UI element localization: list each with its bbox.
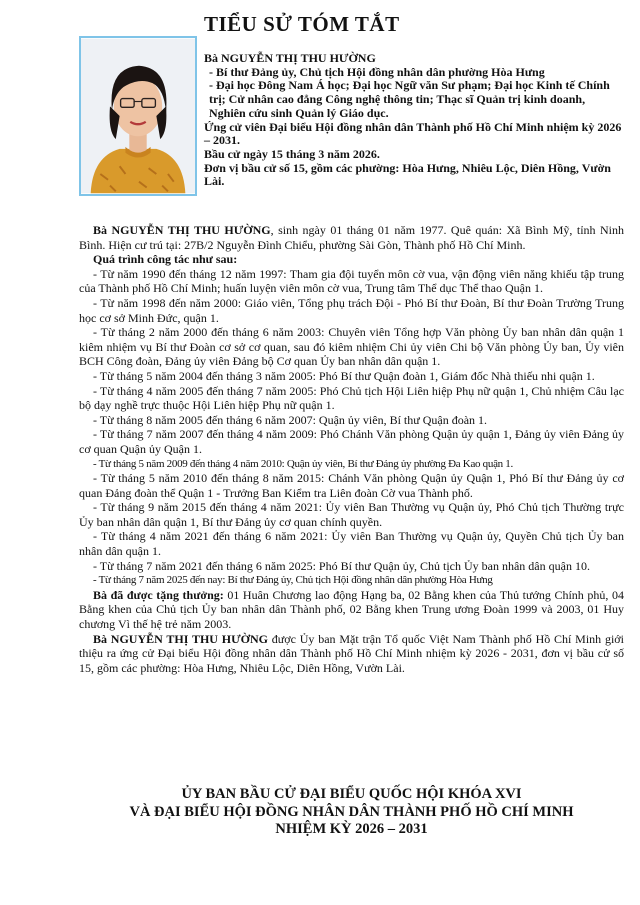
career-item: - Từ tháng 7 năm 2025 đến nay: Bí thư Đảng ủy, Chủ tịch Hội đồng nhân dân phường Hòa Hưng: [93, 574, 493, 587]
summary-education: - Đại học Đông Nam Á học; Đại học Ngữ văn Sư phạm; Đại học Kinh tế Chính trị; Cử nhân cao đẳng Công nghệ thông tin; Thạc sĩ Quản trị kinh doanh, Nghiên cứu sinh Quản lý Giáo dục.: [209, 78, 610, 120]
footer-line-3: NHIỆM KỲ 2026 – 2031: [275, 821, 428, 837]
awards-label: Bà đã được tặng thưởng:: [93, 587, 224, 602]
intro-text: , sinh ngày 01 tháng 01 năm 1977. Quê quán: Xã Bình Mỹ, tỉnh Ninh Bình. Hiện cư trú tại: 27B/2 Nguyễn Đình Chiểu, phường Sài Gòn, Thành phố Hồ Chí Minh.: [79, 223, 624, 252]
portrait-image: [81, 38, 195, 194]
career-item: - Từ tháng 5 năm 2009 đến tháng 4 năm 2010: Quận ủy viên, Bí thư Đảng ủy phường Đa Kao quận 1.: [93, 457, 513, 470]
career-item: - Từ tháng 7 năm 2021 đến tháng 6 năm 2025: Phó Bí thư Quận ủy, Chủ tịch Ủy ban nhân dân quận 10.: [93, 558, 590, 573]
career-item: - Từ tháng 9 năm 2015 đến tháng 4 năm 2021: Ủy viên Ban Thường vụ Quận ủy, Phó Chủ tịch Thường trực Ủy ban nhân dân quận 1, Bí thư Đảng ủy cơ quan chính quyền.: [79, 500, 624, 529]
intro-name: Bà NGUYỄN THỊ THU HƯỜNG: [93, 223, 271, 237]
career-item: - Từ năm 1990 đến tháng 12 năm 1997: Tham gia đội tuyển môn cờ vua, vận động viên năng khiếu tập trung của Thành phố Hồ Chí Minh; huấn luyện viên môn cờ vua, Trung tâm Thể dục Thể thao Quận 1.: [79, 266, 624, 296]
summary-name: Bà NGUYỄN THỊ THU HƯỜNG: [204, 51, 376, 65]
career-item: - Từ tháng 7 năm 2007 đến tháng 4 năm 2009: Phó Chánh Văn phòng Quận ủy quận 1, Đảng ủy viên Đảng ủy cơ quan Quận ủy Quận 1.: [79, 427, 624, 456]
career-item: - Từ tháng 4 năm 2005 đến tháng 7 năm 2005: Phó Chủ tịch Hội Liên hiệp Phụ nữ quận 1, Chủ nhiệm Câu lạc bộ dạy nghề trực thuộc Hội Liên hiệp Phụ nữ quận 1.: [79, 383, 624, 413]
page-title: TIỂU SỬ TÓM TẮT: [204, 12, 400, 36]
footer-line-2: VÀ ĐẠI BIỂU HỘI ĐỒNG NHÂN DÂN THÀNH PHỐ HỒ CHÍ MINH: [129, 803, 574, 820]
awards-text: 01 Huân Chương lao động Hạng ba, 02 Bằng khen của Thủ tướng Chính phủ, 04 Bằng khen của Chủ tịch Ủy ban nhân dân Thành phố, 02 Bằng khen Trung ương Đoàn 1999 và 2003, 01 Huy chương Vì thế hệ trẻ năm 2003.: [79, 587, 624, 632]
career-heading-text: Quá trình công tác như sau:: [93, 252, 238, 267]
intro-paragraph: [79, 223, 624, 252]
biography-body: [79, 223, 624, 675]
career-item: - Từ tháng 8 năm 2005 đến tháng 6 năm 2007: Quận ủy viên, Bí thư Quận đoàn 1.: [93, 412, 488, 427]
career-item: - Từ tháng 2 năm 2000 đến tháng 6 năm 2003: Chuyên viên Tổng hợp Văn phòng Ủy ban nhân dân quận 1 kiêm nhiệm vụ Bí thư Đoàn cơ sở cơ quan, sau đó kiêm nhiệm Chi ủy viên Chi bộ Văn phòng Ủy ban, Ủy viên BCH Công đoàn, Đảng ủy viên Đảng bộ Cơ quan Ủy ban nhân dân quận 1.: [79, 325, 624, 369]
portrait-photo: [79, 36, 197, 196]
nomination-name: Bà NGUYỄN THỊ THU HƯỜNG: [93, 631, 268, 646]
issuer-footer: [79, 786, 624, 839]
nomination-text: được Ủy ban Mặt trận Tổ quốc Việt Nam Thành phố Hồ Chí Minh giới thiệu ra ứng cử Đại biểu Hội đồng nhân dân Thành phố Hồ Chí Minh nhiệm kỳ 2026 - 2031, đơn vị bầu cử số 15, gồm các phường: Hòa Hưng, Nhiêu Lộc, Diên Hồng, Vườn Lài.: [79, 631, 624, 675]
nomination-paragraph: [79, 632, 624, 676]
summary-candidacy: Ứng cử viên Đại biểu Hội đồng nhân dân Thành phố Hồ Chí Minh nhiệm kỳ 2026 – 2031.: [204, 119, 622, 148]
career-heading: [79, 252, 624, 267]
career-item: - Từ tháng 5 năm 2010 đến tháng 8 năm 2015: Chánh Văn phòng Quận ủy Quận 1, Phó Bí thư Đảng ủy cơ quan Đảng đoàn thể Quận 1 - Trưởng Ban Kiểm tra Liên đoàn Cờ vua Thành phố.: [79, 471, 624, 500]
awards-paragraph: [79, 588, 624, 632]
summary-block: [204, 52, 622, 189]
summary-election-date: Bầu cử ngày 15 tháng 3 năm 2026.: [204, 146, 380, 161]
summary-position: - Bí thư Đảng ủy, Chủ tịch Hội đồng nhân dân phường Hòa Hưng: [209, 64, 545, 79]
summary-district: Đơn vị bầu cử số 15, gồm các phường: Hòa Hưng, Nhiêu Lộc, Diên Hồng, Vườn Lài.: [204, 160, 611, 189]
footer-line-1: ỦY BAN BẦU CỬ ĐẠI BIỂU QUỐC HỘI KHÓA XVI: [181, 786, 522, 802]
career-item: - Từ năm 1998 đến năm 2000: Giáo viên, Tổng phụ trách Đội - Phó Bí thư Đoàn, Bí thư Đoàn Trường Trung học cơ sở Minh Đức, quận 1.: [79, 295, 624, 325]
career-item: - Từ tháng 5 năm 2004 đến tháng 3 năm 2005: Phó Bí thư Quận đoàn 1, Giám đốc Nhà thiếu nhi quận 1.: [93, 368, 595, 383]
career-item: - Từ tháng 4 năm 2021 đến tháng 6 năm 2021: Ủy viên Ban Thường vụ Quận ủy, Quyền Chủ tịch Ủy ban nhân dân quận 1.: [79, 529, 624, 559]
